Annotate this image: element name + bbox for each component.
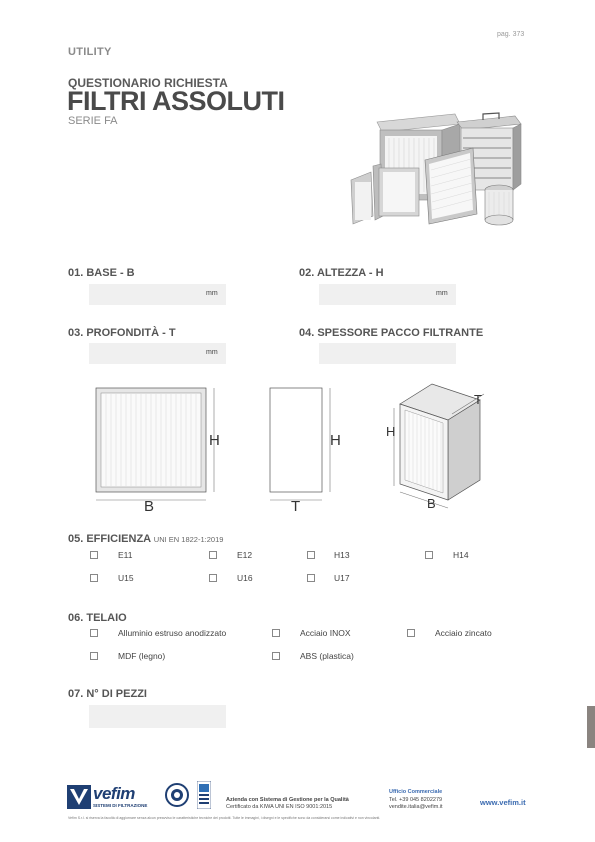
- section-tag: UTILITY: [68, 46, 112, 58]
- checkbox-stainless-steel[interactable]: [272, 629, 280, 637]
- checkbox-u16[interactable]: [209, 574, 217, 582]
- diagram3-b-label: B: [427, 496, 436, 511]
- checkbox-anodized-aluminum[interactable]: [90, 629, 98, 637]
- side-view-diagram: [262, 380, 342, 520]
- website-link[interactable]: www.vefim.it: [480, 798, 526, 807]
- pieces-input[interactable]: [89, 705, 226, 728]
- sales-office-email[interactable]: vendite.italia@vefim.it: [389, 804, 443, 810]
- checkbox-e12[interactable]: [209, 551, 217, 559]
- quality-certification: Certificato da KIWA UNI EN ISO 9001:2015: [226, 804, 333, 810]
- base-label: 01. BASE - B: [68, 267, 135, 279]
- pack-thickness-input[interactable]: [319, 343, 456, 364]
- height-unit: mm: [436, 290, 448, 297]
- option-h13-label: H13: [334, 550, 350, 560]
- brand-name: vefim: [93, 784, 135, 803]
- checkbox-e11[interactable]: [90, 551, 98, 559]
- checkbox-u17[interactable]: [307, 574, 315, 582]
- option-u16-label: U16: [237, 573, 253, 583]
- base-unit: mm: [206, 290, 218, 297]
- efficiency-title: 05. EFFICIENZA: [68, 533, 151, 545]
- checkbox-h13[interactable]: [307, 551, 315, 559]
- page-number: pag. 373: [497, 31, 525, 38]
- checkbox-u15[interactable]: [90, 574, 98, 582]
- diagram2-h-label: H: [330, 432, 341, 449]
- option-abs-label: ABS (plastica): [300, 651, 354, 661]
- option-e12-label: E12: [237, 550, 253, 560]
- pack-thickness-label: 04. SPESSORE PACCO FILTRANTE: [299, 327, 484, 339]
- sales-office-phone[interactable]: Tel. +39 045 8202279: [389, 797, 443, 803]
- checkbox-mdf[interactable]: [90, 652, 98, 660]
- product-photo: [343, 108, 533, 233]
- certification-seal-icon: [165, 783, 189, 807]
- brand-tagline: SISTEMI DI FILTRAZIONE: [93, 803, 148, 808]
- option-galvanized-steel-label: Acciaio zincato: [435, 628, 492, 638]
- vefim-logo-mark: [67, 785, 91, 809]
- option-h14-label: H14: [453, 550, 469, 560]
- diagram3-h-label: H: [386, 424, 396, 439]
- depth-label: 03. PROFONDITÀ - T: [68, 327, 176, 339]
- series-subtitle: SERIE FA: [68, 115, 118, 127]
- front-view-diagram: [88, 380, 224, 520]
- diagram3-t-label: T: [474, 392, 482, 407]
- checkbox-galvanized-steel[interactable]: [407, 629, 415, 637]
- pieces-label: 07. N° DI PEZZI: [68, 688, 147, 700]
- isometric-diagram: [380, 378, 500, 518]
- option-mdf-label: MDF (legno): [118, 651, 166, 661]
- page-edge-tab: [587, 706, 595, 748]
- quality-statement: Azienda con Sistema di Gestione per la Qualità: [226, 797, 349, 803]
- legal-fine-print: Vefim S.r.l. si riserva la facoltà di aggiornare senza alcun preavviso le caratteristiche tecniche dei prodotti. Tutte le immagini, i disegni e le specifiche sono da considerarsi come indicativi e non vincolanti.: [68, 816, 381, 820]
- page-title: FILTRI ASSOLUTI: [67, 86, 285, 116]
- option-u15-label: U15: [118, 573, 134, 583]
- diagram2-t-label: T: [291, 498, 301, 515]
- efficiency-standard: UNI EN 1822-1:2019: [153, 535, 224, 544]
- option-e11-label: E11: [118, 550, 133, 560]
- diagram1-h-label: H: [209, 432, 220, 449]
- depth-unit: mm: [206, 349, 218, 356]
- option-anodized-aluminum-label: Alluminio estruso anodizzato: [118, 628, 227, 638]
- option-stainless-steel-label: Acciaio INOX: [300, 628, 351, 638]
- efficiency-label: [68, 533, 223, 545]
- title-line-1: QUESTIONARIO RICHIESTA: [68, 76, 228, 90]
- kiwa-cert-icon: [197, 781, 211, 809]
- checkbox-abs[interactable]: [272, 652, 280, 660]
- diagram1-b-label: B: [144, 498, 155, 515]
- option-u17-label: U17: [334, 573, 350, 583]
- checkbox-h14[interactable]: [425, 551, 433, 559]
- height-label: 02. ALTEZZA - H: [299, 267, 384, 279]
- frame-label: 06. TELAIO: [68, 612, 127, 624]
- sales-office-title: Ufficio Commerciale: [389, 789, 443, 795]
